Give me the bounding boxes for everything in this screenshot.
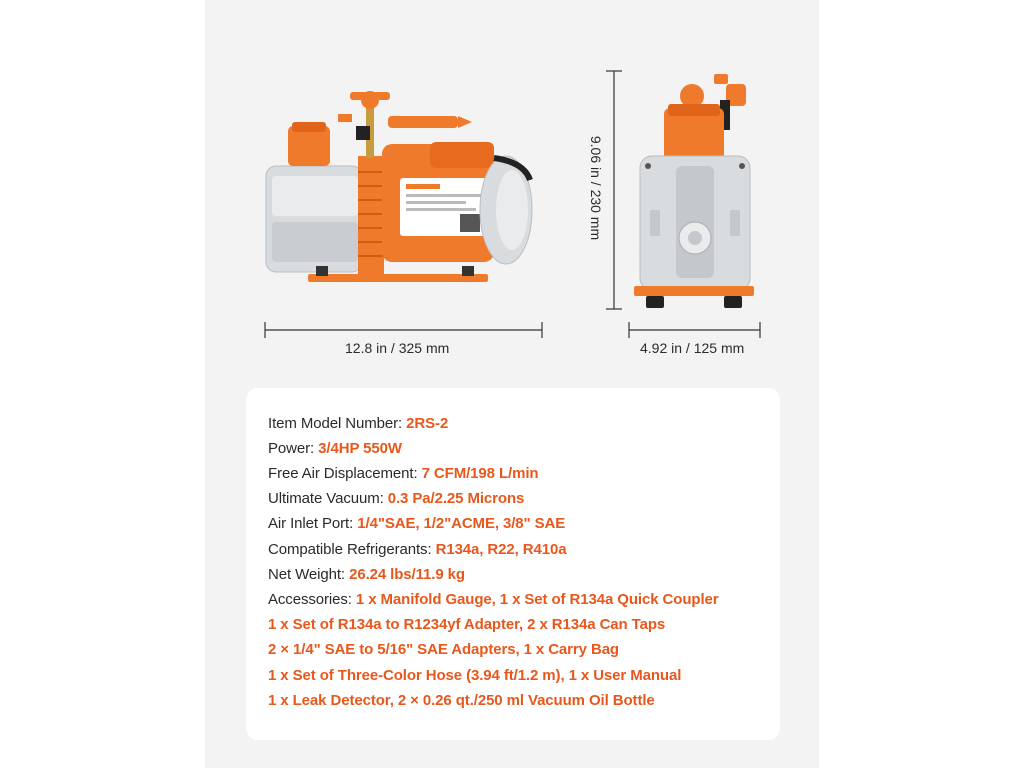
- spec-vacuum: [268, 489, 524, 509]
- spec-power: [268, 439, 402, 459]
- spec-accessories-label: Accessories:: [268, 591, 352, 608]
- spec-inlet: [268, 514, 565, 534]
- spec-weight: [268, 565, 465, 585]
- spec-power-value: 3/4HP 550W: [318, 440, 402, 457]
- width-dimension-label: 4.92 in / 125 mm: [640, 340, 745, 356]
- spec-inlet-value: 1/4"SAE, 1/2"ACME, 3/8" SAE: [357, 515, 566, 532]
- height-dimension-label: 9.06 in / 230 mm: [588, 135, 604, 241]
- spec-refrigerants-label: Compatible Refrigerants:: [268, 541, 432, 558]
- spec-weight-value: 26.24 lbs/11.9 kg: [349, 566, 465, 583]
- spec-displacement: [268, 464, 538, 484]
- spec-accessories-line-4: 1 x Set of Three-Color Hose (3.94 ft/1.2 m), 1 x User Manual: [268, 667, 682, 684]
- spec-vacuum-value: 0.3 Pa/2.25 Microns: [387, 490, 525, 507]
- spec-weight-label: Net Weight:: [268, 566, 345, 583]
- spec-model: [268, 414, 448, 434]
- spec-power-label: Power:: [268, 440, 315, 457]
- spec-inlet-label: Air Inlet Port:: [268, 515, 354, 532]
- length-dimension-label: 12.8 in / 325 mm: [345, 340, 450, 356]
- spec-refrigerants: [268, 540, 566, 560]
- spec-accessories: [268, 590, 719, 610]
- spec-displacement-label: Free Air Displacement:: [268, 465, 418, 482]
- spec-accessories-line-5: 1 x Leak Detector, 2 × 0.26 qt./250 ml Vacuum Oil Bottle: [268, 692, 655, 709]
- spec-vacuum-label: Ultimate Vacuum:: [268, 490, 384, 507]
- spec-accessories-line-3: 2 × 1/4" SAE to 5/16" SAE Adapters, 1 x Carry Bag: [268, 641, 619, 658]
- spec-accessories-line-2: 1 x Set of R134a to R1234yf Adapter, 2 x R134a Can Taps: [268, 616, 666, 633]
- specifications-card: [246, 388, 780, 740]
- spec-model-label: Item Model Number:: [268, 415, 403, 432]
- spec-model-value: 2RS-2: [406, 415, 449, 432]
- spec-accessories-line-1: 1 x Manifold Gauge, 1 x Set of R134a Quick Coupler: [355, 591, 719, 608]
- spec-displacement-value: 7 CFM/198 L/min: [421, 465, 539, 482]
- spec-refrigerants-value: R134a, R22, R410a: [435, 541, 567, 558]
